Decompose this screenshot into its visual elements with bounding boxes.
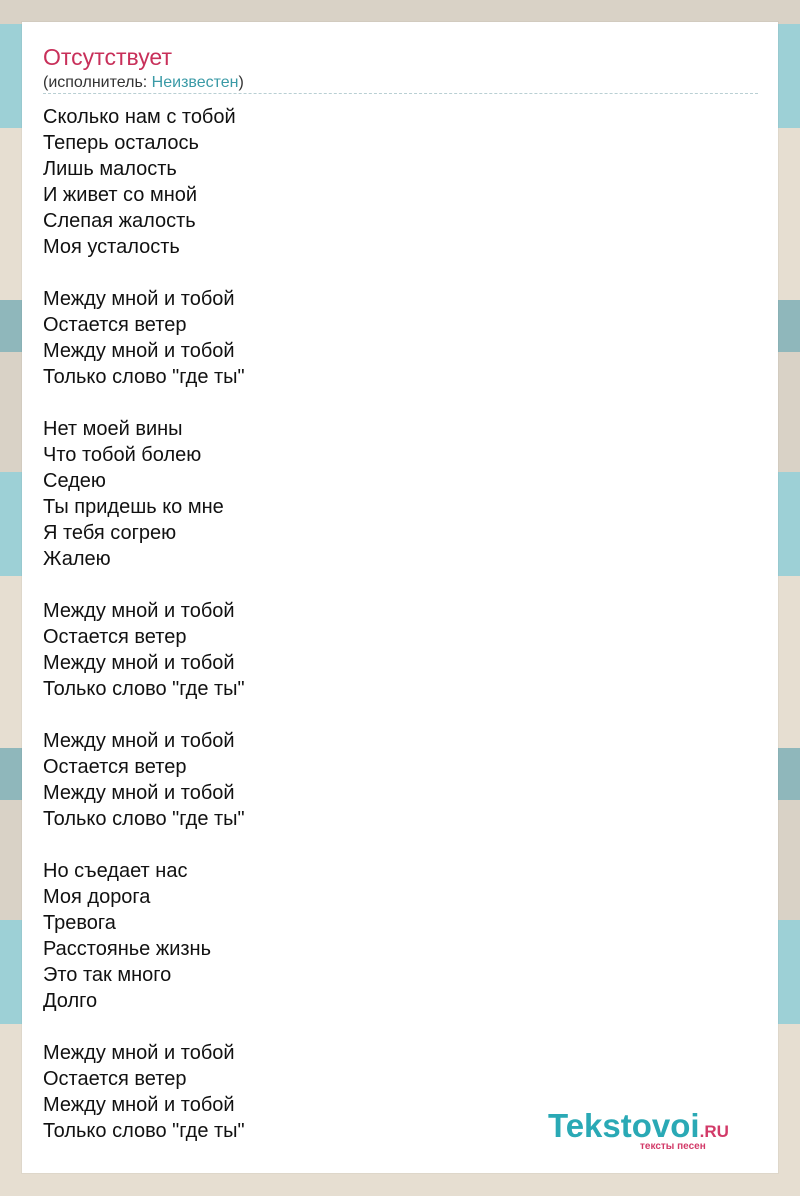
lyrics-line: Остается ветер: [43, 314, 187, 336]
lyrics-line: И живет со мной: [43, 184, 198, 206]
lyrics-line: Остается ветер: [43, 1068, 187, 1090]
lyrics-line: Моя дорога: [43, 886, 151, 908]
logo-name: Tekstovoi: [548, 1107, 700, 1144]
lyrics-line: Ты придешь ко мне: [43, 496, 224, 518]
lyrics-line: Сколько нам с тобой: [43, 106, 236, 128]
song-title: Отсутствует: [43, 44, 172, 70]
artist-link[interactable]: Неизвестен: [151, 74, 239, 91]
lyrics-stanza: [43, 416, 245, 572]
lyrics-line: Седею: [43, 470, 106, 492]
lyrics-line: Жалею: [43, 548, 111, 570]
lyrics-line: Между мной и тобой: [43, 782, 235, 804]
lyrics-line: Между мной и тобой: [43, 1094, 235, 1116]
lyrics-line: Остается ветер: [43, 756, 187, 778]
artist-prefix: (исполнитель:: [43, 74, 152, 91]
site-logo[interactable]: [548, 1107, 758, 1152]
lyrics-line: Тревога: [43, 912, 116, 934]
lyrics-stanza: [43, 728, 245, 832]
lyrics-line: Только слово "где ты": [43, 1120, 245, 1142]
lyrics-line: Но съедает нас: [43, 860, 188, 882]
lyrics-line: Между мной и тобой: [43, 730, 235, 752]
lyrics-stanza: [43, 1040, 245, 1144]
artist-line: [43, 73, 244, 93]
lyrics-stanza: [43, 104, 245, 260]
lyrics-line: Слепая жалость: [43, 210, 196, 232]
lyrics-line: Только слово "где ты": [43, 678, 245, 700]
lyrics-line: Нет моей вины: [43, 418, 183, 440]
lyrics-line: Между мной и тобой: [43, 340, 235, 362]
title-divider: [43, 93, 758, 94]
lyrics-line: Долго: [43, 990, 98, 1012]
artist-suffix: ): [238, 74, 244, 91]
lyrics-line: Теперь осталось: [43, 132, 199, 154]
lyrics-line: Я тебя согрею: [43, 522, 177, 544]
lyrics-line: Лишь малость: [43, 158, 177, 180]
logo-tagline: тексты песен: [640, 1141, 706, 1152]
logo-tld: .RU: [699, 1122, 729, 1141]
lyrics-stanza: [43, 598, 245, 702]
lyrics-line: Только слово "где ты": [43, 808, 245, 830]
lyrics-line: Что тобой болею: [43, 444, 202, 466]
lyrics-card: [22, 22, 778, 1173]
lyrics-line: Остается ветер: [43, 626, 187, 648]
lyrics-line: Моя усталость: [43, 236, 180, 258]
lyrics-line: Только слово "где ты": [43, 366, 245, 388]
lyrics-line: Расстоянье жизнь: [43, 938, 212, 960]
lyrics-body: [43, 104, 245, 1144]
lyrics-line: Между мной и тобой: [43, 652, 235, 674]
lyrics-stanza: [43, 286, 245, 390]
lyrics-line: Между мной и тобой: [43, 288, 235, 310]
lyrics-line: Это так много: [43, 964, 172, 986]
lyrics-line: Между мной и тобой: [43, 600, 235, 622]
lyrics-line: Между мной и тобой: [43, 1042, 235, 1064]
lyrics-stanza: [43, 858, 245, 1014]
